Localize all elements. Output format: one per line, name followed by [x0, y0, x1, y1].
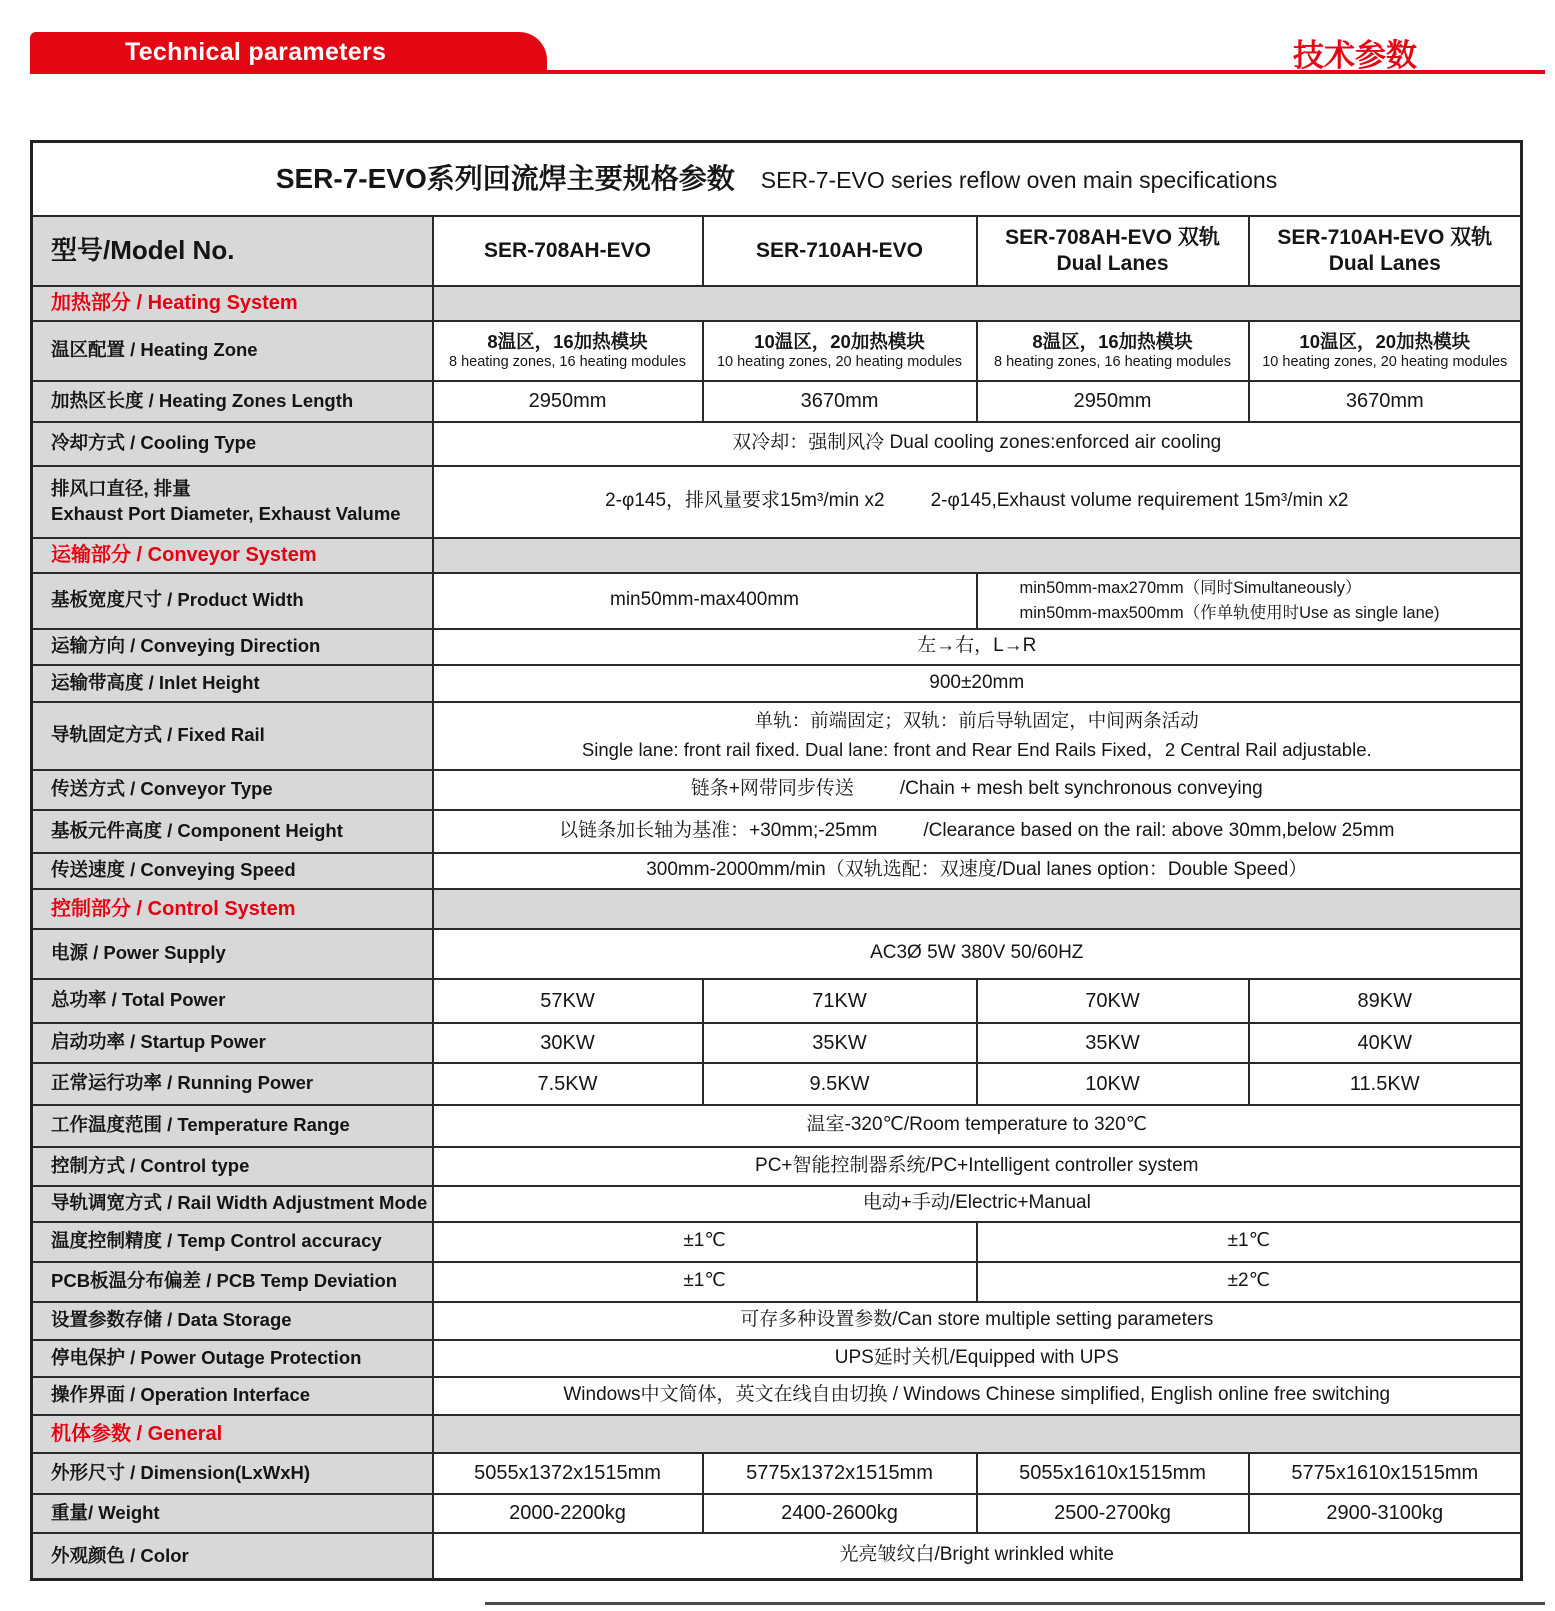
row-inlet-height [32, 665, 1522, 702]
heating-length-col1: 2950mm [433, 381, 703, 422]
pcb-deviation-right: ±2℃ [977, 1262, 1522, 1302]
weight-col4: 2900-3100kg [1249, 1494, 1522, 1533]
weight-col1: 2000-2200kg [433, 1494, 703, 1533]
row-power-supply [32, 929, 1522, 979]
rail-width-adjust-value: 电动+手动/Electric+Manual [433, 1186, 1522, 1222]
total-power-label: 总功率 / Total Power [32, 979, 433, 1023]
power-outage-label: 停电保护 / Power Outage Protection [32, 1340, 433, 1377]
model-col2: SER-710AH-EVO [703, 216, 977, 286]
component-height-pair [559, 819, 1394, 844]
heating-zone-col4-en: 10 heating zones, 20 heating modules [1262, 354, 1508, 371]
heating-length-col2: 3670mm [703, 381, 977, 422]
row-total-power [32, 979, 1522, 1023]
color-label: 外观颜色 / Color [32, 1533, 433, 1580]
temp-accuracy-label: 温度控制精度 / Temp Control accuracy [32, 1222, 433, 1262]
color-value: 光亮皱纹白/Bright wrinkled white [433, 1533, 1522, 1580]
weight-col2: 2400-2600kg [703, 1494, 977, 1533]
row-color [32, 1533, 1522, 1580]
table-title-cell [32, 142, 1522, 216]
row-product-width [32, 573, 1522, 629]
inlet-height-label: 运输带高度 / Inlet Height [32, 665, 433, 702]
row-section-control [32, 889, 1522, 929]
model-label: 型号/Model No. [32, 216, 433, 286]
fixed-rail-value [433, 702, 1522, 770]
heating-zone-col2 [703, 321, 977, 381]
dimension-col2: 5775x1372x1515mm [703, 1453, 977, 1494]
exhaust-label-en: Exhaust Port Diameter, Exhaust Valume [51, 502, 401, 524]
section-control-fill [433, 889, 1522, 929]
exhaust-value-pair [605, 489, 1348, 514]
row-table-title [32, 142, 1522, 216]
conveyor-type-label: 传送方式 / Conveyor Type [32, 770, 433, 810]
exhaust-value [433, 466, 1522, 538]
banner-tab [30, 32, 547, 72]
row-pcb-deviation [32, 1262, 1522, 1302]
row-conveying-speed [32, 853, 1522, 889]
running-power-col1: 7.5KW [433, 1063, 703, 1105]
startup-power-col1: 30KW [433, 1023, 703, 1063]
exhaust-value-zh: 2-φ145，排风量要求15m³/min x2 [605, 490, 885, 512]
row-temp-accuracy [32, 1222, 1522, 1262]
table-title-zh: SER-7-EVO系列回流焊主要规格参数 [275, 162, 735, 194]
heating-zone-col2-en: 10 heating zones, 20 heating modules [716, 354, 963, 371]
startup-power-label: 启动功率 / Startup Power [32, 1023, 433, 1063]
dimension-label: 外形尺寸 / Dimension(LxWxH) [32, 1453, 433, 1494]
row-section-conveyor [32, 538, 1522, 573]
heating-zone-col3 [977, 321, 1249, 381]
heating-zone-col2-zh: 10温区，20加热模块 [754, 331, 925, 353]
rail-width-adjust-label: 导轨调宽方式 / Rail Width Adjustment Mode [32, 1186, 433, 1222]
operation-interface-value: Windows中文简体，英文在线自由切换 / Windows Chinese simplified, English online free switching [433, 1377, 1522, 1415]
dimension-col1: 5055x1372x1515mm [433, 1453, 703, 1494]
component-height-en: /Clearance based on the rail: above 30mm,below 25mm [923, 819, 1395, 841]
product-width-single: min50mm-max400mm [433, 573, 977, 629]
heating-zone-col1-zh: 8温区，16加热模块 [487, 331, 648, 353]
product-width-label: 基板宽度尺寸 / Product Width [32, 573, 433, 629]
row-running-power [32, 1063, 1522, 1105]
power-supply-label: 电源 / Power Supply [32, 929, 433, 979]
power-supply-value: AC3Ø 5W 380V 50/60HZ [433, 929, 1522, 979]
row-startup-power [32, 1023, 1522, 1063]
conveyor-type-value [433, 770, 1522, 810]
model-col1: SER-708AH-EVO [433, 216, 703, 286]
section-control-label: 控制部分 / Control System [32, 889, 433, 929]
inlet-height-value: 900±20mm [433, 665, 1522, 702]
conveyor-type-pair [691, 777, 1263, 802]
startup-power-col3: 35KW [977, 1023, 1249, 1063]
temp-range-label: 工作温度范围 / Temperature Range [32, 1105, 433, 1147]
component-height-zh: 以链条加长轴为基准：+30mm;-25mm [559, 819, 878, 841]
weight-col3: 2500-2700kg [977, 1494, 1249, 1533]
row-power-outage [32, 1340, 1522, 1377]
section-conveyor-fill [433, 538, 1522, 573]
pcb-deviation-label: PCB板温分布偏差 / PCB Temp Deviation [32, 1262, 433, 1302]
model-col3-sub: Dual Lanes [1056, 251, 1169, 275]
total-power-col4: 89KW [1249, 979, 1522, 1023]
section-general-label: 机体参数 / General [32, 1415, 433, 1453]
running-power-col4: 11.5KW [1249, 1063, 1522, 1105]
conveyor-type-en: /Chain + mesh belt synchronous conveying [899, 778, 1263, 800]
data-storage-value: 可存多种设置参数/Can store multiple setting parameters [433, 1302, 1522, 1340]
power-outage-value: UPS延时关机/Equipped with UPS [433, 1340, 1522, 1377]
conveying-speed-value: 300mm-2000mm/min（双轨选配：双速度/Dual lanes option：Double Speed） [433, 853, 1522, 889]
startup-power-col2: 35KW [703, 1023, 977, 1063]
section-general-fill [433, 1415, 1522, 1453]
row-data-storage [32, 1302, 1522, 1340]
row-section-general [32, 1415, 1522, 1453]
running-power-col2: 9.5KW [703, 1063, 977, 1105]
row-weight [32, 1494, 1522, 1533]
row-heating-length [32, 381, 1522, 422]
section-conveyor-label: 运输部分 / Conveyor System [32, 538, 433, 573]
conveying-speed-label: 传送速度 / Conveying Speed [32, 853, 433, 889]
bottom-divider [485, 1602, 1545, 1605]
row-fixed-rail [32, 702, 1522, 770]
total-power-col2: 71KW [703, 979, 977, 1023]
row-conveyor-type [32, 770, 1522, 810]
product-width-dual-line2: min50mm-max500mm（作单轨使用时Use as single lane) [1019, 603, 1440, 622]
direction-value: 左→右，L→R [433, 629, 1522, 665]
component-height-label: 基板元件高度 / Component Height [32, 810, 433, 853]
heating-length-label: 加热区长度 / Heating Zones Length [32, 381, 433, 422]
heating-zone-col1-en: 8 heating zones, 16 heating modules [448, 354, 686, 371]
fixed-rail-value-en: Single lane: front rail fixed. Dual lane: front and Rear End Rails Fixed，2 Central Rail adjustable. [581, 738, 1372, 760]
section-heating-fill [433, 286, 1522, 321]
heating-zone-col4 [1249, 321, 1522, 381]
row-control-type [32, 1147, 1522, 1186]
total-power-col3: 70KW [977, 979, 1249, 1023]
model-col4-name: SER-710AH-EVO 双轨 [1277, 226, 1493, 250]
cooling-label: 冷却方式 / Cooling Type [32, 422, 433, 466]
exhaust-label-zh: 排风口直径, 排量 [51, 477, 191, 499]
exhaust-label [32, 466, 433, 538]
cooling-value: 双冷却：强制风冷 Dual cooling zones:enforced air cooling [433, 422, 1522, 466]
heating-zone-col4-zh: 10温区，20加热模块 [1299, 331, 1471, 353]
row-direction [32, 629, 1522, 665]
temp-accuracy-right: ±1℃ [977, 1222, 1522, 1262]
pcb-deviation-left: ±1℃ [433, 1262, 977, 1302]
dimension-col4: 5775x1610x1515mm [1249, 1453, 1522, 1494]
table-title-en: SER-7-EVO series reflow oven main specifications [760, 166, 1278, 193]
banner-title-zh: 技术参数 [1293, 38, 1417, 73]
running-power-label: 正常运行功率 / Running Power [32, 1063, 433, 1105]
model-col3 [977, 216, 1249, 286]
heating-zone-col3-zh: 8温区，16加热模块 [1032, 331, 1193, 353]
temp-accuracy-left: ±1℃ [433, 1222, 977, 1262]
startup-power-col4: 40KW [1249, 1023, 1522, 1063]
component-height-value [433, 810, 1522, 853]
spec-table [30, 140, 1523, 1581]
heating-zone-col1 [433, 321, 703, 381]
heating-length-col3: 2950mm [977, 381, 1249, 422]
section-heating-label: 加热部分 / Heating System [32, 286, 433, 321]
total-power-col1: 57KW [433, 979, 703, 1023]
row-rail-width-adjust [32, 1186, 1522, 1222]
row-operation-interface [32, 1377, 1522, 1415]
row-dimension [32, 1453, 1522, 1494]
row-temp-range [32, 1105, 1522, 1147]
operation-interface-label: 操作界面 / Operation Interface [32, 1377, 433, 1415]
direction-label: 运输方向 / Conveying Direction [32, 629, 433, 665]
fixed-rail-label: 导轨固定方式 / Fixed Rail [32, 702, 433, 770]
banner-title-en: Technical parameters [125, 37, 387, 66]
temp-range-value: 温室-320℃/Room temperature to 320℃ [433, 1105, 1522, 1147]
row-section-heating [32, 286, 1522, 321]
exhaust-value-en: 2-φ145,Exhaust volume requirement 15m³/min x2 [930, 490, 1349, 512]
model-col3-name: SER-708AH-EVO 双轨 [1005, 226, 1220, 250]
row-model [32, 216, 1522, 286]
model-col4-sub: Dual Lanes [1328, 251, 1441, 275]
data-storage-label: 设置参数存储 / Data Storage [32, 1302, 433, 1340]
heating-length-col4: 3670mm [1249, 381, 1522, 422]
dimension-col3: 5055x1610x1515mm [977, 1453, 1249, 1494]
heating-zone-label: 温区配置 / Heating Zone [32, 321, 433, 381]
row-cooling [32, 422, 1522, 466]
fixed-rail-value-zh: 单轨：前端固定；双轨：前后导轨固定，中间两条活动 [754, 709, 1199, 731]
heating-zone-col3-en: 8 heating zones, 16 heating modules [993, 354, 1231, 371]
running-power-col3: 10KW [977, 1063, 1249, 1105]
product-width-dual [977, 573, 1522, 629]
conveyor-type-zh: 链条+网带同步传送 [690, 778, 854, 800]
control-type-value: PC+智能控制器系统/PC+Intelligent controller system [433, 1147, 1522, 1186]
model-col4 [1249, 216, 1522, 286]
control-type-label: 控制方式 / Control type [32, 1147, 433, 1186]
row-component-height [32, 810, 1522, 853]
weight-label: 重量/ Weight [32, 1494, 433, 1533]
row-heating-zone [32, 321, 1522, 381]
row-exhaust [32, 466, 1522, 538]
product-width-dual-line1: min50mm-max270mm（同时Simultaneously） [1019, 578, 1362, 597]
